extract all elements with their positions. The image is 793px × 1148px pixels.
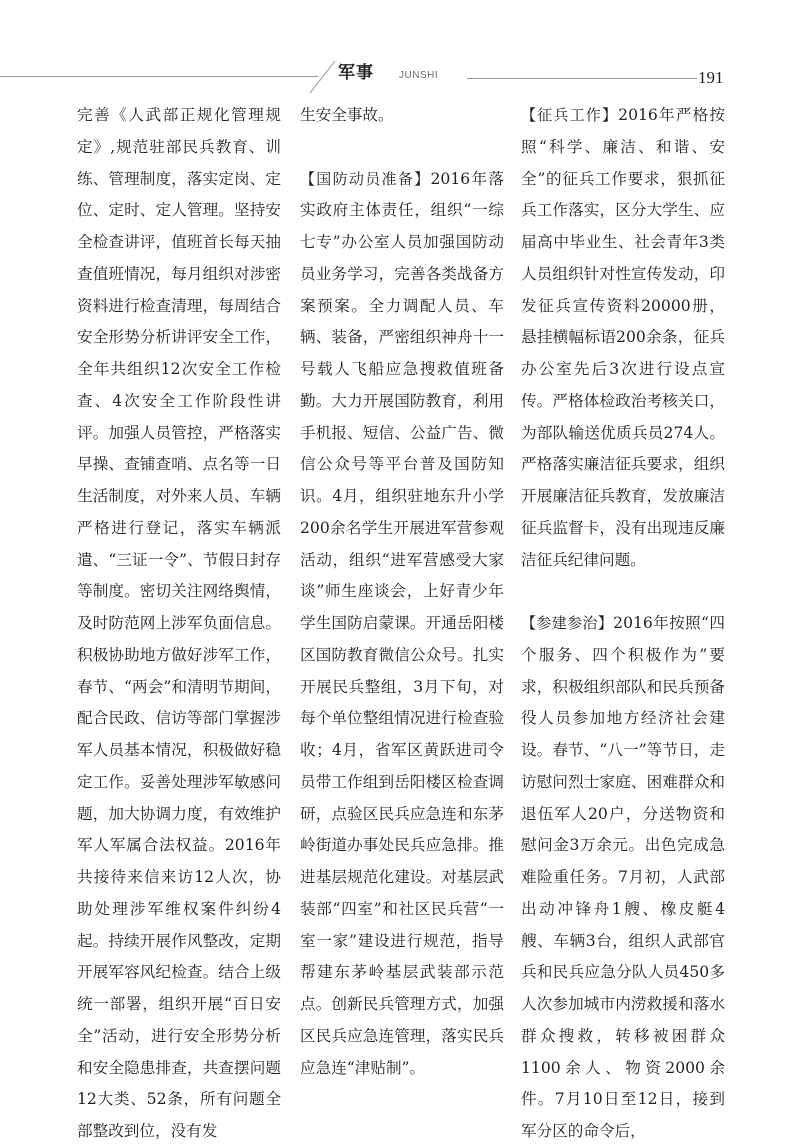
section-heading: 【征兵工作】 [521, 106, 619, 124]
text-column-2 [300, 100, 504, 1077]
paragraph-body: 2016年落实政府主体责任，组织“一综七专”办公室人员加强国防动员业务学习，完善各类战备方案预案。全力调配人员、车辆、装备，严密组织神舟十一号载人飞船应急搜救值班备勤。大力开展国防教育，利用手机报、短信、公益广告、微信公众号等平台普及国防知识。4月，组织驻地东升小学200余名学生开展进军营参观活动，组织“进军营感受大家谈”师生座谈会，上好青少年学生国防启蒙课。开通岳阳楼区国防教育微信公众号。扎实开展民兵整组，3月下旬，对每个单位整组情况进行检查验收；4月，省军区黄跃进司令员带工作组到岳阳楼区检查调研，点验区民兵应急连和东茅岭街道办事处民兵应急排。推进基层规范化建设。对基层武装部“四室”和社区民兵营“一室一家”建设进行规范，指导帮建东茅岭基层武装部示范点。创新民兵管理方式，加强区民兵应急连管理，落实民兵应急连“津贴制”。 [300, 169, 504, 1077]
text-column-3 [521, 100, 725, 1140]
page-number: 191 [698, 68, 724, 87]
paragraph-body: 2016年按照“四个服务、四个积极作为”要求，积极组织部队和民兵预备役人员参加地方经济社会建设。春节、“八一”等节日，走访慰问烈士家庭、困难群众和退伍军人20户，分送物资和慰问金3万余元。出色完成急难险重任务。7月初，人武部出动冲锋舟1艘、橡皮艇4艘、车辆3台，组织人武部官兵和民兵应急分队人员450多人次参加城市内涝救援和落水群众搜救，转移被困群众1100余人、物资2000余件。7月10日至12日，接到军分区的命令后， [521, 614, 725, 1140]
header-rule-right [467, 78, 697, 79]
paragraph-construction-participation [521, 608, 725, 1148]
paragraph: 完善《人武部正规化管理规定》,规范驻部民兵教育、训练、管理制度，落实定岗、定位、定时、定人管理。坚持安全检查讲评，值班首长每天抽查值班情况，每月组织对涉密资料进行检查清理，每周结合安全形势分析讲评安全工作，全年共组织12次安全工作检查、4次安全工作阶段性讲评。加强人员管控，严格落实早操、查铺查哨、点名等一日生活制度，对外来人员、车辆严格进行登记，落实车辆派遣、“三证一令”、节假日封存等制度。密切关注网络舆情，及时防范网上涉军负面信息。积极协助地方做好涉军工作，春节、“两会”和清明节期间，配合民政、信访等部门掌握涉军人员基本情况，积极做好稳定工作。妥善处理涉军敏感问题，加大协调力度，有效维护军人军属合法权益。2016年共接待来信来访12人次，协助处理涉军维权案件纠纷4起。持续开展作风整改，定期开展军容风纪检查。结合上级统一部署，组织开展“百日安全”活动，进行安全形势分析和安全隐患排查，共查摆问题12大类、52条，所有问题全部整改到位，没有发 [77, 106, 281, 1140]
header-diagonal-rule [310, 61, 335, 93]
paragraph-conscription [521, 100, 725, 576]
header-rule-left [0, 76, 318, 77]
paragraph-national-defense-mobilization [300, 164, 504, 1085]
paragraph: 生安全事故。 [300, 106, 394, 124]
section-title: 军事 [338, 63, 374, 83]
section-heading: 【参建参治】 [521, 614, 614, 632]
paragraph-body: 2016年严格按照“科学、廉洁、和谐、安全”的征兵工作要求，狠抓征兵工作落实，区分大学生、应届高中毕业生、社会青年3类人员组织针对性宣传发动，印发征兵宣传资料20000册，悬挂横幅标语200余条，征兵办公室先后3次进行设点宣传。严格体检政治考核关口，为部队输送优质兵员274人。严格落实廉洁征兵要求，组织开展廉洁征兵教育，发放廉洁征兵监督卡，没有出现违反廉洁征兵纪律问题。 [521, 106, 725, 569]
section-heading: 【国防动员准备】 [300, 169, 431, 188]
section-title-pinyin: JUNSHI [399, 70, 439, 81]
text-column-1 [77, 100, 281, 1140]
